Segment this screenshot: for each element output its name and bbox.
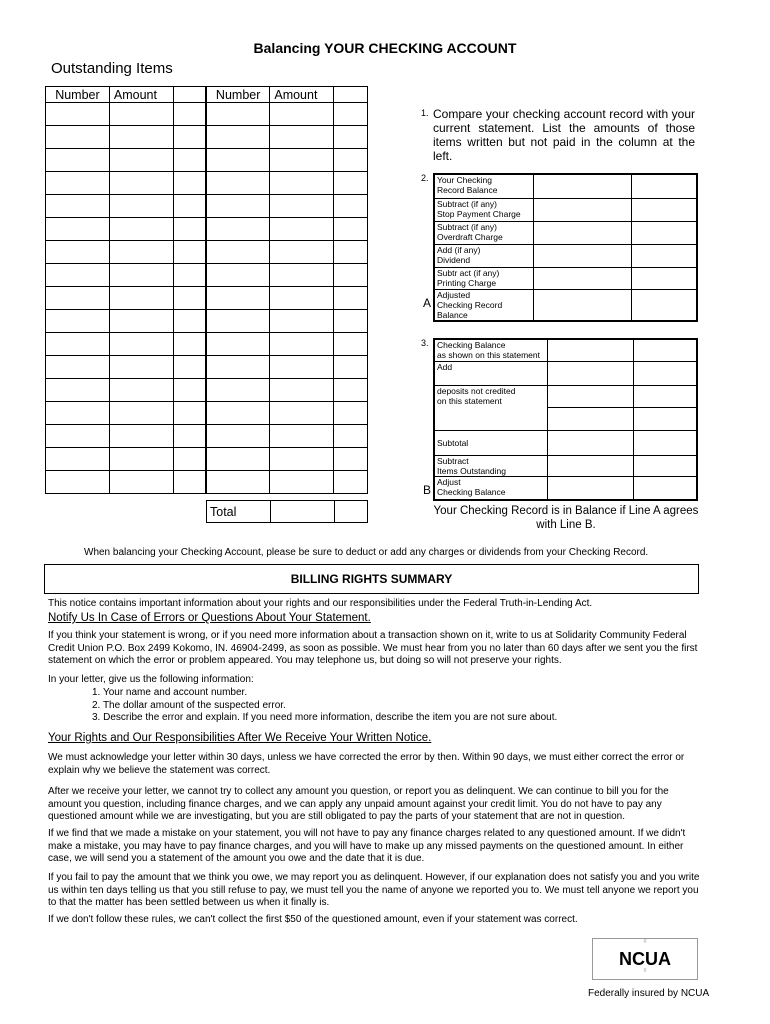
federally-insured-text: Federally insured by NCUA <box>588 988 710 999</box>
overdraft-label: Subtract (if any) Overdraft Charge <box>434 221 533 244</box>
dividend-label: Add (if any) Dividend <box>434 244 533 267</box>
table-row <box>46 448 368 471</box>
statement-balance-label: Checking Balance as shown on this statement <box>434 339 547 361</box>
table-row <box>46 241 368 264</box>
table-row <box>46 172 368 195</box>
table-row <box>46 333 368 356</box>
table-row <box>46 264 368 287</box>
table-row <box>46 471 368 494</box>
record-balance-label: Your Checking Record Balance <box>434 174 533 198</box>
list-item: 3. Describe the error and explain. If you need more information, describe the item you are not sure about. <box>92 712 558 723</box>
list-item: 1. Your name and account number. <box>92 687 248 698</box>
outstanding-items-table <box>45 86 368 494</box>
step1-number: 1. <box>421 108 429 118</box>
table-row <box>46 218 368 241</box>
table-row <box>46 379 368 402</box>
header-number-1: Number <box>46 87 110 103</box>
page-title: Balancing YOUR CHECKING ACCOUNT <box>253 40 517 56</box>
info-list <box>92 687 692 725</box>
table-row <box>46 310 368 333</box>
responsibilities-heading: Your Rights and Our Responsibilities After We Receive Your Written Notice. <box>48 732 432 744</box>
step1-text: Compare your checking account record with your current statement. List the amounts of those items written but not paid in the column at the left. <box>433 107 695 163</box>
paragraph-mistake: If we find that we made a mistake on your statement, you will not have to pay any finance charges related to any questioned amount. If we didn't make a mistake, you may have to pay finance charges, and you will have to make up any missed payments on the questioned amount. In either case, we will send you a statement of the amount you owe and the date that it is due. <box>48 828 686 864</box>
billing-rights-title: BILLING RIGHTS SUMMARY <box>44 564 699 594</box>
total-row <box>206 500 368 523</box>
total-label: Total <box>210 505 237 519</box>
header-number-2: Number <box>206 87 270 103</box>
adjusted-balance-label: Adjusted Checking Record Balance <box>434 289 533 321</box>
paragraph-acknowledge: We must acknowledge your letter within 30 days, unless we have corrected the error by then. Within 90 days, we must either correct the error or explain why we believe the statement was correct. <box>48 752 685 776</box>
paragraph-collection: After we receive your letter, we cannot try to collect any amount you question, or report you as delinquent. We can continue to bill you for the amount you question, including finance charges, and we can apply any unpaid amount against your credit limit. You do not have to pay any questioned amount while we are investigating, but you are still obligated to pay the parts of your statement that are not in question. <box>48 786 669 822</box>
printing-charge-label: Subtr act (if any) Printing Charge <box>434 267 533 289</box>
paragraph-write-us: If you think your statement is wrong, or if you need more information about a transaction shown on it, write to us at Solidarity Community Federal Credit Union P.O. Box 2499 Kokomo, IN. 46904-2499, as soon as possible. We must hear from you no later than 60 days after we sent you the first statement on which the error or problem appeared. You may telephone us, but doing so will not preserve your rights. <box>48 630 698 666</box>
table-row <box>46 402 368 425</box>
table-row <box>46 149 368 172</box>
line-a-marker: A <box>423 296 432 310</box>
balancing-reminder: When balancing your Checking Account, please be sure to deduct or add any charges or dividends from your Checking Record. <box>84 547 649 558</box>
errors-heading: Notify Us In Case of Errors or Questions About Your Statement. <box>48 612 371 624</box>
paragraph-delinquent: If you fail to pay the amount that we think you owe, we may report you as delinquent. However, if our explanation does not satisfy you and you write us within ten days telling us that you still refuse to pay, we must tell you the name of anyone we reported you to. We must tell anyone we report you to that the matter has been settled between us when it finally is. <box>48 872 700 908</box>
list-item: 2. The dollar amount of the suspected error. <box>92 699 286 711</box>
subtract-outstanding-label: Subtract Items Outstanding <box>434 455 547 476</box>
outstanding-items-heading: Outstanding Items <box>51 60 173 77</box>
checking-record-table <box>433 173 698 322</box>
header-amount-2: Amount <box>270 87 334 103</box>
statement-balance-table <box>433 338 698 501</box>
paragraph-letter-info: In your letter, give us the following information: <box>48 674 254 685</box>
step3-number: 3. <box>421 338 429 348</box>
table-row <box>46 356 368 379</box>
ncua-logo: ▒ NCUA ▒ <box>592 938 698 980</box>
subtotal-label: Subtotal <box>434 430 547 455</box>
table-row <box>46 126 368 149</box>
line-b-marker: B <box>423 483 432 497</box>
add-label: Add <box>434 361 547 385</box>
notice-text: This notice contains important information about your rights and our responsibilities under the Federal Truth-in-Lending Act. <box>48 598 593 609</box>
adjust-balance-label: Adjust Checking Balance <box>434 476 547 500</box>
table-row <box>46 287 368 310</box>
table-row <box>46 103 368 126</box>
deposits-label: deposits not credited on this statement <box>434 385 547 430</box>
step2-number: 2. <box>421 173 429 183</box>
table-row <box>46 195 368 218</box>
table-header-row <box>46 87 368 103</box>
balance-note: Your Checking Record is in Balance if Line A agrees with Line B. <box>433 505 699 531</box>
header-amount-1: Amount <box>109 87 173 103</box>
paragraph-rules: If we don't follow these rules, we can't collect the first $50 of the questioned amount, even if your statement was correct. <box>48 914 578 925</box>
stop-payment-label: Subtract (if any) Stop Payment Charge <box>434 198 533 221</box>
table-row <box>46 425 368 448</box>
